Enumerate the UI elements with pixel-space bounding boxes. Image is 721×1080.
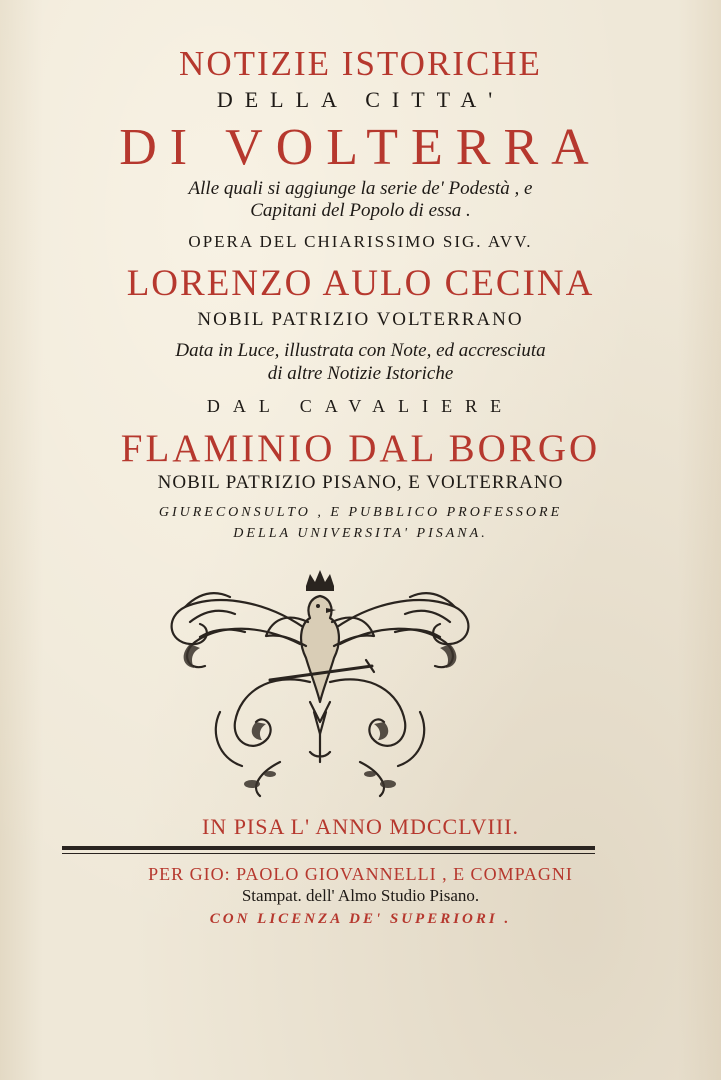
imprint-place-year: IN PISA L' ANNO MDCCLVIII. bbox=[201, 814, 519, 839]
author-name: LORENZO AULO CECINA bbox=[126, 263, 595, 304]
editor-role-line-1: GIURECONSULTO , E PUBBLICO PROFESSORE bbox=[158, 505, 563, 520]
title-line-1: NOTIZIE ISTORICHE bbox=[179, 44, 542, 83]
crowned-eagle-with-scrolls-icon bbox=[160, 562, 480, 802]
edition-line-1: Data in Luce, illustrata con Note, ed accresciuta bbox=[175, 340, 546, 361]
subtitle-line-2: Capitani del Popolo di essa . bbox=[250, 200, 471, 221]
title-line-2: DELLA CITTA' bbox=[216, 87, 505, 112]
author-title: NOBIL PATRIZIO VOLTERRANO bbox=[197, 309, 524, 330]
subtitle-line-1: Alle quali si aggiunge la serie de' Podestà , e bbox=[188, 178, 533, 199]
editor-role-line-2: DELLA UNIVERSITA' PISANA. bbox=[233, 526, 488, 541]
imprint-printer: PER GIO: PAOLO GIOVANNELLI , E COMPAGNI bbox=[148, 864, 573, 884]
double-rule-thick bbox=[62, 846, 595, 850]
double-rule-thin bbox=[62, 853, 595, 854]
opera-line: OPERA DEL CHIARISSIMO SIG. AVV. bbox=[188, 232, 533, 251]
title-line-3: DI VOLTERRA bbox=[119, 119, 602, 176]
imprint-printer-role: Stampat. dell' Almo Studio Pisano. bbox=[241, 886, 480, 905]
imprint-license: CON LICENZA DE' SUPERIORI . bbox=[209, 911, 512, 927]
editor-intro: DAL CAVALIERE bbox=[206, 396, 515, 416]
editor-title: NOBIL PATRIZIO PISANO, E VOLTERRANO bbox=[157, 472, 564, 493]
editor-name: FLAMINIO DAL BORGO bbox=[120, 427, 601, 470]
edition-line-2: di altre Notizie Istoriche bbox=[267, 363, 454, 384]
